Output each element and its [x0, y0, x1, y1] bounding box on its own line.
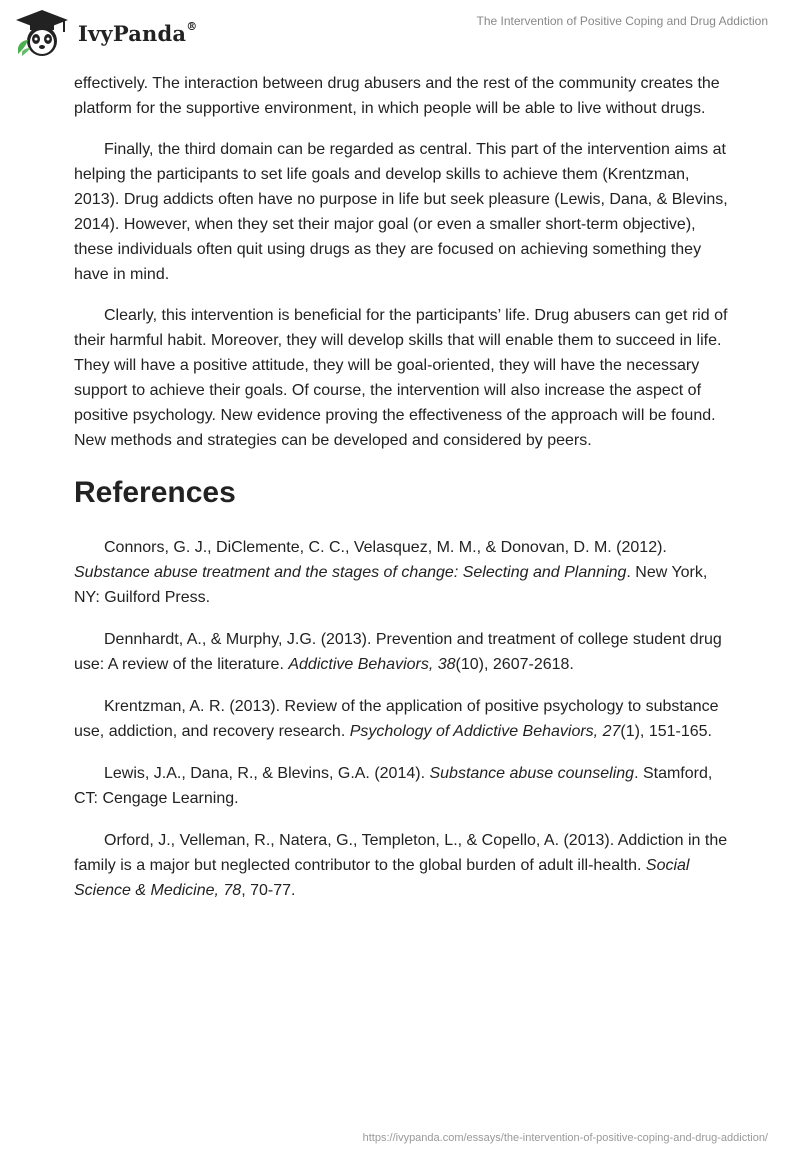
panda-graduate-icon	[14, 8, 70, 60]
reference-item: Orford, J., Velleman, R., Natera, G., Templeton, L., & Copello, A. (2013). Addiction in the family is a major but neglected contributor to the global burden of adult ill-health. Social Science & Medicine, 78, 70-77.	[74, 832, 728, 899]
essay-content	[74, 71, 734, 920]
references-heading: References	[74, 476, 236, 509]
reference-item: Dennhardt, A., & Murphy, J.G. (2013). Prevention and treatment of college student drug use: A review of the literature. Addictive Behaviors, 38(10), 2607-2618.	[74, 631, 722, 673]
reference-item: Lewis, J.A., Dana, R., & Blevins, G.A. (2014). Substance abuse counseling. Stamford, CT: Cengage Learning.	[74, 765, 713, 807]
paragraph-conclusion: Clearly, this intervention is beneficial for the participants’ life. Drug abusers can get rid of their harmful habit. Moreover, they will develop skills that will enable them to succeed in life. They will have a positive attitude, they will be goal-oriented, they will have the necessary support to achieve their goals. Of course, the intervention will also increase the aspect of positive psychology. New evidence proving the effectiveness of the approach will be found. New methods and strategies can be developed and considered by peers.	[74, 307, 728, 449]
page-header	[0, 0, 800, 70]
references-list	[74, 535, 734, 903]
source-url[interactable]: https://ivypanda.com/essays/the-intervention-of-positive-coping-and-drug-addiction/	[362, 1132, 768, 1144]
ivypanda-logo[interactable]	[14, 8, 254, 60]
document-title: The Intervention of Positive Coping and Drug Addiction	[476, 14, 768, 28]
reference-item: Krentzman, A. R. (2013). Review of the application of positive psychology to substance use, addiction, and recovery research. Psychology of Addictive Behaviors, 27(1), 151-165.	[74, 698, 719, 740]
paragraph-continuation: effectively. The interaction between drug abusers and the rest of the community creates the platform for the supportive environment, in which people will be able to live without drugs.	[74, 75, 720, 117]
brand-name: IvyPanda®	[78, 20, 198, 46]
paragraph-third-domain: Finally, the third domain can be regarded as central. This part of the intervention aims at helping the participants to set life goals and develop skills to achieve them (Krentzman, 2013). Drug addicts often have no purpose in life but seek pleasure (Lewis, Dana, & Blevins, 2014). However, when they set their major goal (or even a smaller short-term objective), these individuals often quit using drugs as they are focused on achieving something they have in mind.	[74, 141, 728, 283]
reference-item: Connors, G. J., DiClemente, C. C., Velasquez, M. M., & Donovan, D. M. (2012). Substance abuse treatment and the stages of change: Selecting and Planning. New York, NY: Guilford Press.	[74, 539, 708, 606]
